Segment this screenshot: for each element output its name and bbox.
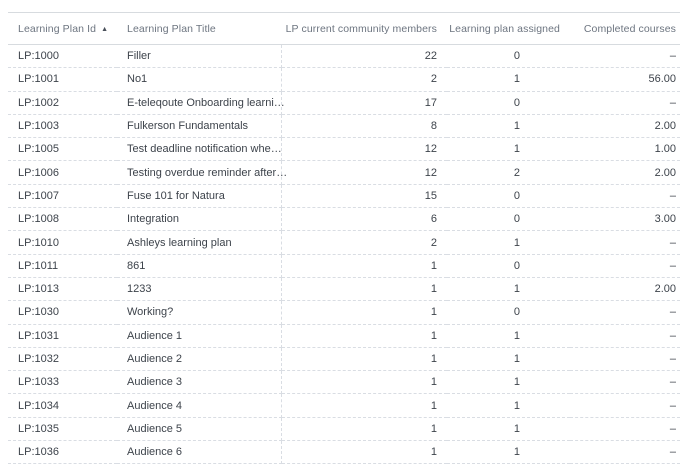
cell-lp-current-community-members: 1 xyxy=(281,371,447,394)
learning-plans-report-screen xyxy=(0,12,687,459)
cell-learning-plan-assigned: 2 xyxy=(447,161,570,184)
cell-completed-courses: – xyxy=(570,394,680,417)
cell-completed-courses: – xyxy=(570,184,680,207)
table-body xyxy=(8,45,680,464)
table-row xyxy=(8,301,680,324)
cell-learning-plan-assigned: 1 xyxy=(447,324,570,347)
cell-learning-plan-assigned: 1 xyxy=(447,417,570,440)
cell-lp-current-community-members: 1 xyxy=(281,347,447,370)
cell-lp-current-community-members: 1 xyxy=(281,441,447,464)
table-row xyxy=(8,324,680,347)
cell-learning-plan-title: Audience 5 xyxy=(117,417,281,440)
cell-lp-current-community-members: 17 xyxy=(281,91,447,114)
cell-learning-plan-assigned: 1 xyxy=(447,441,570,464)
cell-learning-plan-title: Ashleys learning plan xyxy=(117,231,281,254)
table-row xyxy=(8,114,680,137)
cell-learning-plan-title: 861 xyxy=(117,254,281,277)
cell-learning-plan-title: Working? xyxy=(117,301,281,324)
cell-lp-current-community-members: 12 xyxy=(281,138,447,161)
cell-completed-courses: 2.00 xyxy=(570,161,680,184)
cell-learning-plan-assigned: 1 xyxy=(447,231,570,254)
table-row xyxy=(8,184,680,207)
cell-lp-current-community-members: 1 xyxy=(281,254,447,277)
cell-learning-plan-title: Filler xyxy=(117,45,281,68)
cell-completed-courses: 56.00 xyxy=(570,68,680,91)
table-header-row xyxy=(8,13,680,45)
cell-learning-plan-title: Audience 2 xyxy=(117,347,281,370)
cell-learning-plan-id: LP:1001 xyxy=(8,68,117,91)
cell-learning-plan-id: LP:1000 xyxy=(8,45,117,68)
cell-completed-courses: – xyxy=(570,441,680,464)
cell-completed-courses: – xyxy=(570,254,680,277)
cell-completed-courses: 2.00 xyxy=(570,277,680,300)
cell-completed-courses: 3.00 xyxy=(570,208,680,231)
column-header-label: Learning Plan Title xyxy=(127,22,216,35)
cell-learning-plan-id: LP:1008 xyxy=(8,208,117,231)
cell-learning-plan-assigned: 0 xyxy=(447,301,570,324)
cell-lp-current-community-members: 15 xyxy=(281,184,447,207)
table-row xyxy=(8,394,680,417)
cell-learning-plan-id: LP:1032 xyxy=(8,347,117,370)
cell-learning-plan-id: LP:1010 xyxy=(8,231,117,254)
table-row xyxy=(8,254,680,277)
column-header-learning-plan-id[interactable] xyxy=(8,13,117,45)
cell-learning-plan-assigned: 1 xyxy=(447,371,570,394)
column-header-label: Learning plan assigned xyxy=(449,22,560,35)
cell-learning-plan-id: LP:1003 xyxy=(8,114,117,137)
cell-lp-current-community-members: 12 xyxy=(281,161,447,184)
cell-learning-plan-id: LP:1034 xyxy=(8,394,117,417)
cell-learning-plan-assigned: 1 xyxy=(447,347,570,370)
cell-completed-courses: 2.00 xyxy=(570,114,680,137)
cell-lp-current-community-members: 6 xyxy=(281,208,447,231)
cell-learning-plan-id: LP:1011 xyxy=(8,254,117,277)
cell-lp-current-community-members: 2 xyxy=(281,68,447,91)
sort-ascending-icon: ▲ xyxy=(101,25,109,33)
cell-learning-plan-assigned: 0 xyxy=(447,45,570,68)
table-row xyxy=(8,68,680,91)
cell-learning-plan-title: E-teleqoute Onboarding learni… xyxy=(117,91,281,114)
column-header-lp-current-community-members[interactable] xyxy=(281,13,447,45)
cell-learning-plan-title: 1233 xyxy=(117,277,281,300)
cell-completed-courses: – xyxy=(570,324,680,347)
cell-learning-plan-assigned: 1 xyxy=(447,277,570,300)
cell-lp-current-community-members: 2 xyxy=(281,231,447,254)
cell-learning-plan-id: LP:1005 xyxy=(8,138,117,161)
cell-learning-plan-id: LP:1033 xyxy=(8,371,117,394)
table-row xyxy=(8,231,680,254)
column-header-label: Completed courses xyxy=(583,22,676,35)
cell-learning-plan-id: LP:1031 xyxy=(8,324,117,347)
table-row xyxy=(8,208,680,231)
table-row xyxy=(8,161,680,184)
cell-completed-courses: – xyxy=(570,91,680,114)
cell-learning-plan-title: Audience 3 xyxy=(117,371,281,394)
cell-completed-courses: 1.00 xyxy=(570,138,680,161)
cell-learning-plan-assigned: 1 xyxy=(447,114,570,137)
cell-completed-courses: – xyxy=(570,231,680,254)
learning-plans-table xyxy=(8,12,680,464)
column-header-label: LP current community members xyxy=(285,22,437,35)
cell-learning-plan-id: LP:1013 xyxy=(8,277,117,300)
table-row xyxy=(8,371,680,394)
table-row xyxy=(8,45,680,68)
cell-learning-plan-id: LP:1002 xyxy=(8,91,117,114)
cell-learning-plan-title: Fuse 101 for Natura xyxy=(117,184,281,207)
cell-learning-plan-title: Audience 1 xyxy=(117,324,281,347)
cell-lp-current-community-members: 8 xyxy=(281,114,447,137)
cell-learning-plan-id: LP:1036 xyxy=(8,441,117,464)
cell-learning-plan-id: LP:1007 xyxy=(8,184,117,207)
cell-learning-plan-assigned: 0 xyxy=(447,184,570,207)
column-header-label: Learning Plan Id xyxy=(18,22,97,35)
column-header-completed-courses[interactable] xyxy=(570,13,680,45)
cell-completed-courses: – xyxy=(570,347,680,370)
cell-lp-current-community-members: 1 xyxy=(281,277,447,300)
cell-learning-plan-title: Integration xyxy=(117,208,281,231)
cell-learning-plan-title: Testing overdue reminder after… xyxy=(117,161,281,184)
table-row xyxy=(8,347,680,370)
table-row xyxy=(8,91,680,114)
table-row xyxy=(8,138,680,161)
cell-learning-plan-title: No1 xyxy=(117,68,281,91)
cell-lp-current-community-members: 1 xyxy=(281,394,447,417)
cell-completed-courses: – xyxy=(570,371,680,394)
cell-learning-plan-title: Audience 6 xyxy=(117,441,281,464)
cell-learning-plan-id: LP:1006 xyxy=(8,161,117,184)
cell-learning-plan-title: Test deadline notification whe… xyxy=(117,138,281,161)
cell-learning-plan-title: Audience 4 xyxy=(117,394,281,417)
table-row xyxy=(8,277,680,300)
cell-lp-current-community-members: 22 xyxy=(281,45,447,68)
table-row xyxy=(8,417,680,440)
cell-learning-plan-assigned: 1 xyxy=(447,68,570,91)
cell-learning-plan-assigned: 0 xyxy=(447,254,570,277)
cell-learning-plan-assigned: 1 xyxy=(447,394,570,417)
cell-completed-courses: – xyxy=(570,45,680,68)
cell-learning-plan-assigned: 0 xyxy=(447,208,570,231)
cell-learning-plan-assigned: 1 xyxy=(447,138,570,161)
cell-lp-current-community-members: 1 xyxy=(281,301,447,324)
cell-completed-courses: – xyxy=(570,417,680,440)
cell-lp-current-community-members: 1 xyxy=(281,324,447,347)
cell-completed-courses: – xyxy=(570,301,680,324)
cell-learning-plan-id: LP:1030 xyxy=(8,301,117,324)
column-header-learning-plan-assigned[interactable] xyxy=(447,13,570,45)
cell-learning-plan-assigned: 0 xyxy=(447,91,570,114)
cell-lp-current-community-members: 1 xyxy=(281,417,447,440)
table-row xyxy=(8,441,680,464)
cell-learning-plan-title: Fulkerson Fundamentals xyxy=(117,114,281,137)
cell-learning-plan-id: LP:1035 xyxy=(8,417,117,440)
column-header-learning-plan-title[interactable] xyxy=(117,13,281,45)
